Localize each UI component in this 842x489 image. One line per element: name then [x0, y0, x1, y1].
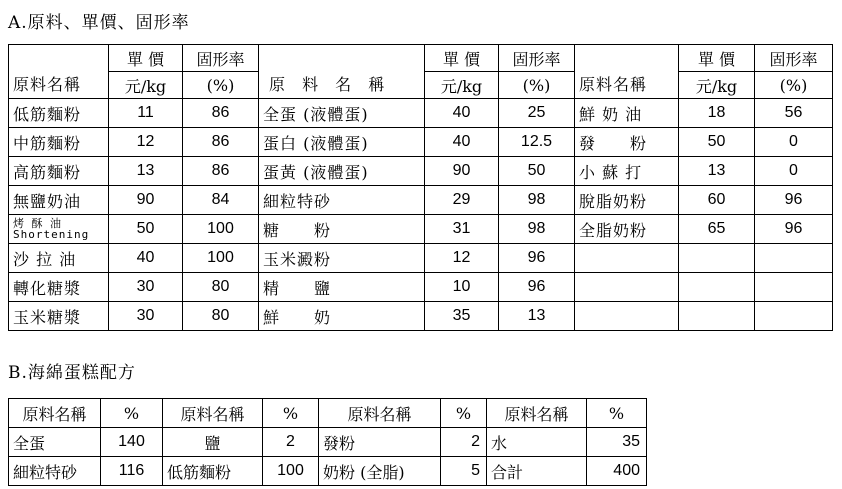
header-solid-top: 固形率 — [499, 45, 575, 72]
header-solid-unit: (%) — [755, 72, 833, 99]
ingredient-name: 沙 拉 油 — [9, 244, 109, 273]
ingredient-percent: 5 — [441, 457, 487, 486]
unit-price: 30 — [109, 302, 183, 331]
solid-ratio: 96 — [499, 273, 575, 302]
header-name: 原料名稱 — [575, 45, 679, 99]
solid-ratio: 98 — [499, 186, 575, 215]
solid-ratio — [755, 244, 833, 273]
ingredient-name: 玉米糖漿 — [9, 302, 109, 331]
table-row — [9, 128, 833, 157]
header-price-top: 單 價 — [425, 45, 499, 72]
unit-price: 12 — [425, 244, 499, 273]
unit-price: 50 — [109, 215, 183, 244]
unit-price: 65 — [679, 215, 755, 244]
solid-ratio: 100 — [183, 244, 259, 273]
unit-price: 31 — [425, 215, 499, 244]
ingredient-name — [575, 273, 679, 302]
ingredient-name: 無鹽奶油 — [9, 186, 109, 215]
unit-price: 40 — [425, 99, 499, 128]
section-a-title: A.原料、單價、固形率 — [8, 13, 190, 33]
ingredient-name: 轉化糖漿 — [9, 273, 109, 302]
table-row — [9, 99, 833, 128]
solid-ratio: 100 — [183, 215, 259, 244]
unit-price: 10 — [425, 273, 499, 302]
ingredient-name: 鹽 — [163, 428, 263, 457]
solid-ratio: 12.5 — [499, 128, 575, 157]
header-percent: % — [101, 399, 163, 428]
unit-price: 18 — [679, 99, 755, 128]
ingredient-name: 蛋白 (液體蛋) — [259, 128, 425, 157]
sponge-cake-recipe-table — [8, 398, 647, 486]
table-row — [9, 244, 833, 273]
header-price-top: 單 價 — [109, 45, 183, 72]
solid-ratio: 80 — [183, 302, 259, 331]
ingredient-name: 水 — [487, 428, 587, 457]
table-row — [9, 215, 833, 244]
ingredient-name: 鮮 奶 油 — [575, 99, 679, 128]
table-row — [9, 457, 647, 486]
solid-ratio: 50 — [499, 157, 575, 186]
solid-ratio: 0 — [755, 128, 833, 157]
ingredient-name — [575, 302, 679, 331]
unit-price: 30 — [109, 273, 183, 302]
unit-price: 90 — [109, 186, 183, 215]
unit-price: 90 — [425, 157, 499, 186]
ingredient-percent: 140 — [101, 428, 163, 457]
solid-ratio: 86 — [183, 128, 259, 157]
header-solid-unit: (%) — [499, 72, 575, 99]
header-solid-top: 固形率 — [755, 45, 833, 72]
ingredient-name — [575, 244, 679, 273]
solid-ratio: 13 — [499, 302, 575, 331]
ingredient-percent: 400 — [587, 457, 647, 486]
ingredient-name: 糖 粉 — [259, 215, 425, 244]
solid-ratio: 96 — [499, 244, 575, 273]
header-solid-unit: (%) — [183, 72, 259, 99]
ingredient-name: 脫脂奶粉 — [575, 186, 679, 215]
header-row-top — [9, 45, 833, 72]
header-percent: % — [263, 399, 319, 428]
ingredient-percent: 2 — [263, 428, 319, 457]
unit-price: 13 — [679, 157, 755, 186]
header-price-unit: 元/kg — [679, 72, 755, 99]
header-name: 原 料 名 稱 — [259, 45, 425, 99]
header-name: 原料名稱 — [487, 399, 587, 428]
ingredient-name: 小 蘇 打 — [575, 157, 679, 186]
ingredient-name: 鮮 奶 — [259, 302, 425, 331]
table-row — [9, 302, 833, 331]
ingredient-name: 中筋麵粉 — [9, 128, 109, 157]
ingredient-price-table — [8, 44, 833, 331]
ingredient-name: 細粒特砂 — [259, 186, 425, 215]
unit-price: 12 — [109, 128, 183, 157]
solid-ratio: 98 — [499, 215, 575, 244]
ingredient-name: 精 鹽 — [259, 273, 425, 302]
solid-ratio: 25 — [499, 99, 575, 128]
unit-price: 40 — [425, 128, 499, 157]
ingredient-name — [9, 215, 109, 244]
ingredient-name: 奶粉 (全脂) — [319, 457, 441, 486]
ingredient-name: 蛋黃 (液體蛋) — [259, 157, 425, 186]
unit-price — [679, 273, 755, 302]
ingredient-name: 高筋麵粉 — [9, 157, 109, 186]
table-row — [9, 157, 833, 186]
unit-price: 11 — [109, 99, 183, 128]
solid-ratio — [755, 302, 833, 331]
unit-price: 40 — [109, 244, 183, 273]
ingredient-name: 合計 — [487, 457, 587, 486]
ingredient-name: 發 粉 — [575, 128, 679, 157]
ingredient-percent: 116 — [101, 457, 163, 486]
solid-ratio: 56 — [755, 99, 833, 128]
ingredient-percent: 100 — [263, 457, 319, 486]
solid-ratio: 96 — [755, 215, 833, 244]
ingredient-percent: 35 — [587, 428, 647, 457]
header-name: 原料名稱 — [319, 399, 441, 428]
table-row — [9, 186, 833, 215]
solid-ratio: 86 — [183, 99, 259, 128]
ingredient-name: 發粉 — [319, 428, 441, 457]
solid-ratio: 80 — [183, 273, 259, 302]
unit-price: 50 — [679, 128, 755, 157]
header-percent: % — [441, 399, 487, 428]
ingredient-name: 全蛋 — [9, 428, 101, 457]
ingredient-name: 玉米澱粉 — [259, 244, 425, 273]
header-name: 原料名稱 — [9, 399, 101, 428]
ingredient-percent: 2 — [441, 428, 487, 457]
header-row — [9, 399, 647, 428]
solid-ratio: 84 — [183, 186, 259, 215]
unit-price: 35 — [425, 302, 499, 331]
ingredient-name-en: Shortening — [13, 228, 90, 241]
header-price-unit: 元/kg — [109, 72, 183, 99]
header-solid-top: 固形率 — [183, 45, 259, 72]
unit-price — [679, 302, 755, 331]
section-b-title: B.海綿蛋糕配方 — [8, 363, 136, 383]
unit-price: 29 — [425, 186, 499, 215]
ingredient-name: 全蛋 (液體蛋) — [259, 99, 425, 128]
header-price-top: 單 價 — [679, 45, 755, 72]
ingredient-name: 低筋麵粉 — [163, 457, 263, 486]
ingredient-name-cn: 烤 酥 油 — [13, 217, 63, 230]
unit-price: 60 — [679, 186, 755, 215]
solid-ratio — [755, 273, 833, 302]
solid-ratio: 96 — [755, 186, 833, 215]
ingredient-name: 細粒特砂 — [9, 457, 101, 486]
unit-price — [679, 244, 755, 273]
ingredient-name: 全脂奶粉 — [575, 215, 679, 244]
header-price-unit: 元/kg — [425, 72, 499, 99]
solid-ratio: 0 — [755, 157, 833, 186]
table-row — [9, 273, 833, 302]
solid-ratio: 86 — [183, 157, 259, 186]
header-name: 原料名稱 — [163, 399, 263, 428]
header-percent: % — [587, 399, 647, 428]
unit-price: 13 — [109, 157, 183, 186]
ingredient-name: 低筋麵粉 — [9, 99, 109, 128]
table-row — [9, 428, 647, 457]
header-name: 原料名稱 — [9, 45, 109, 99]
